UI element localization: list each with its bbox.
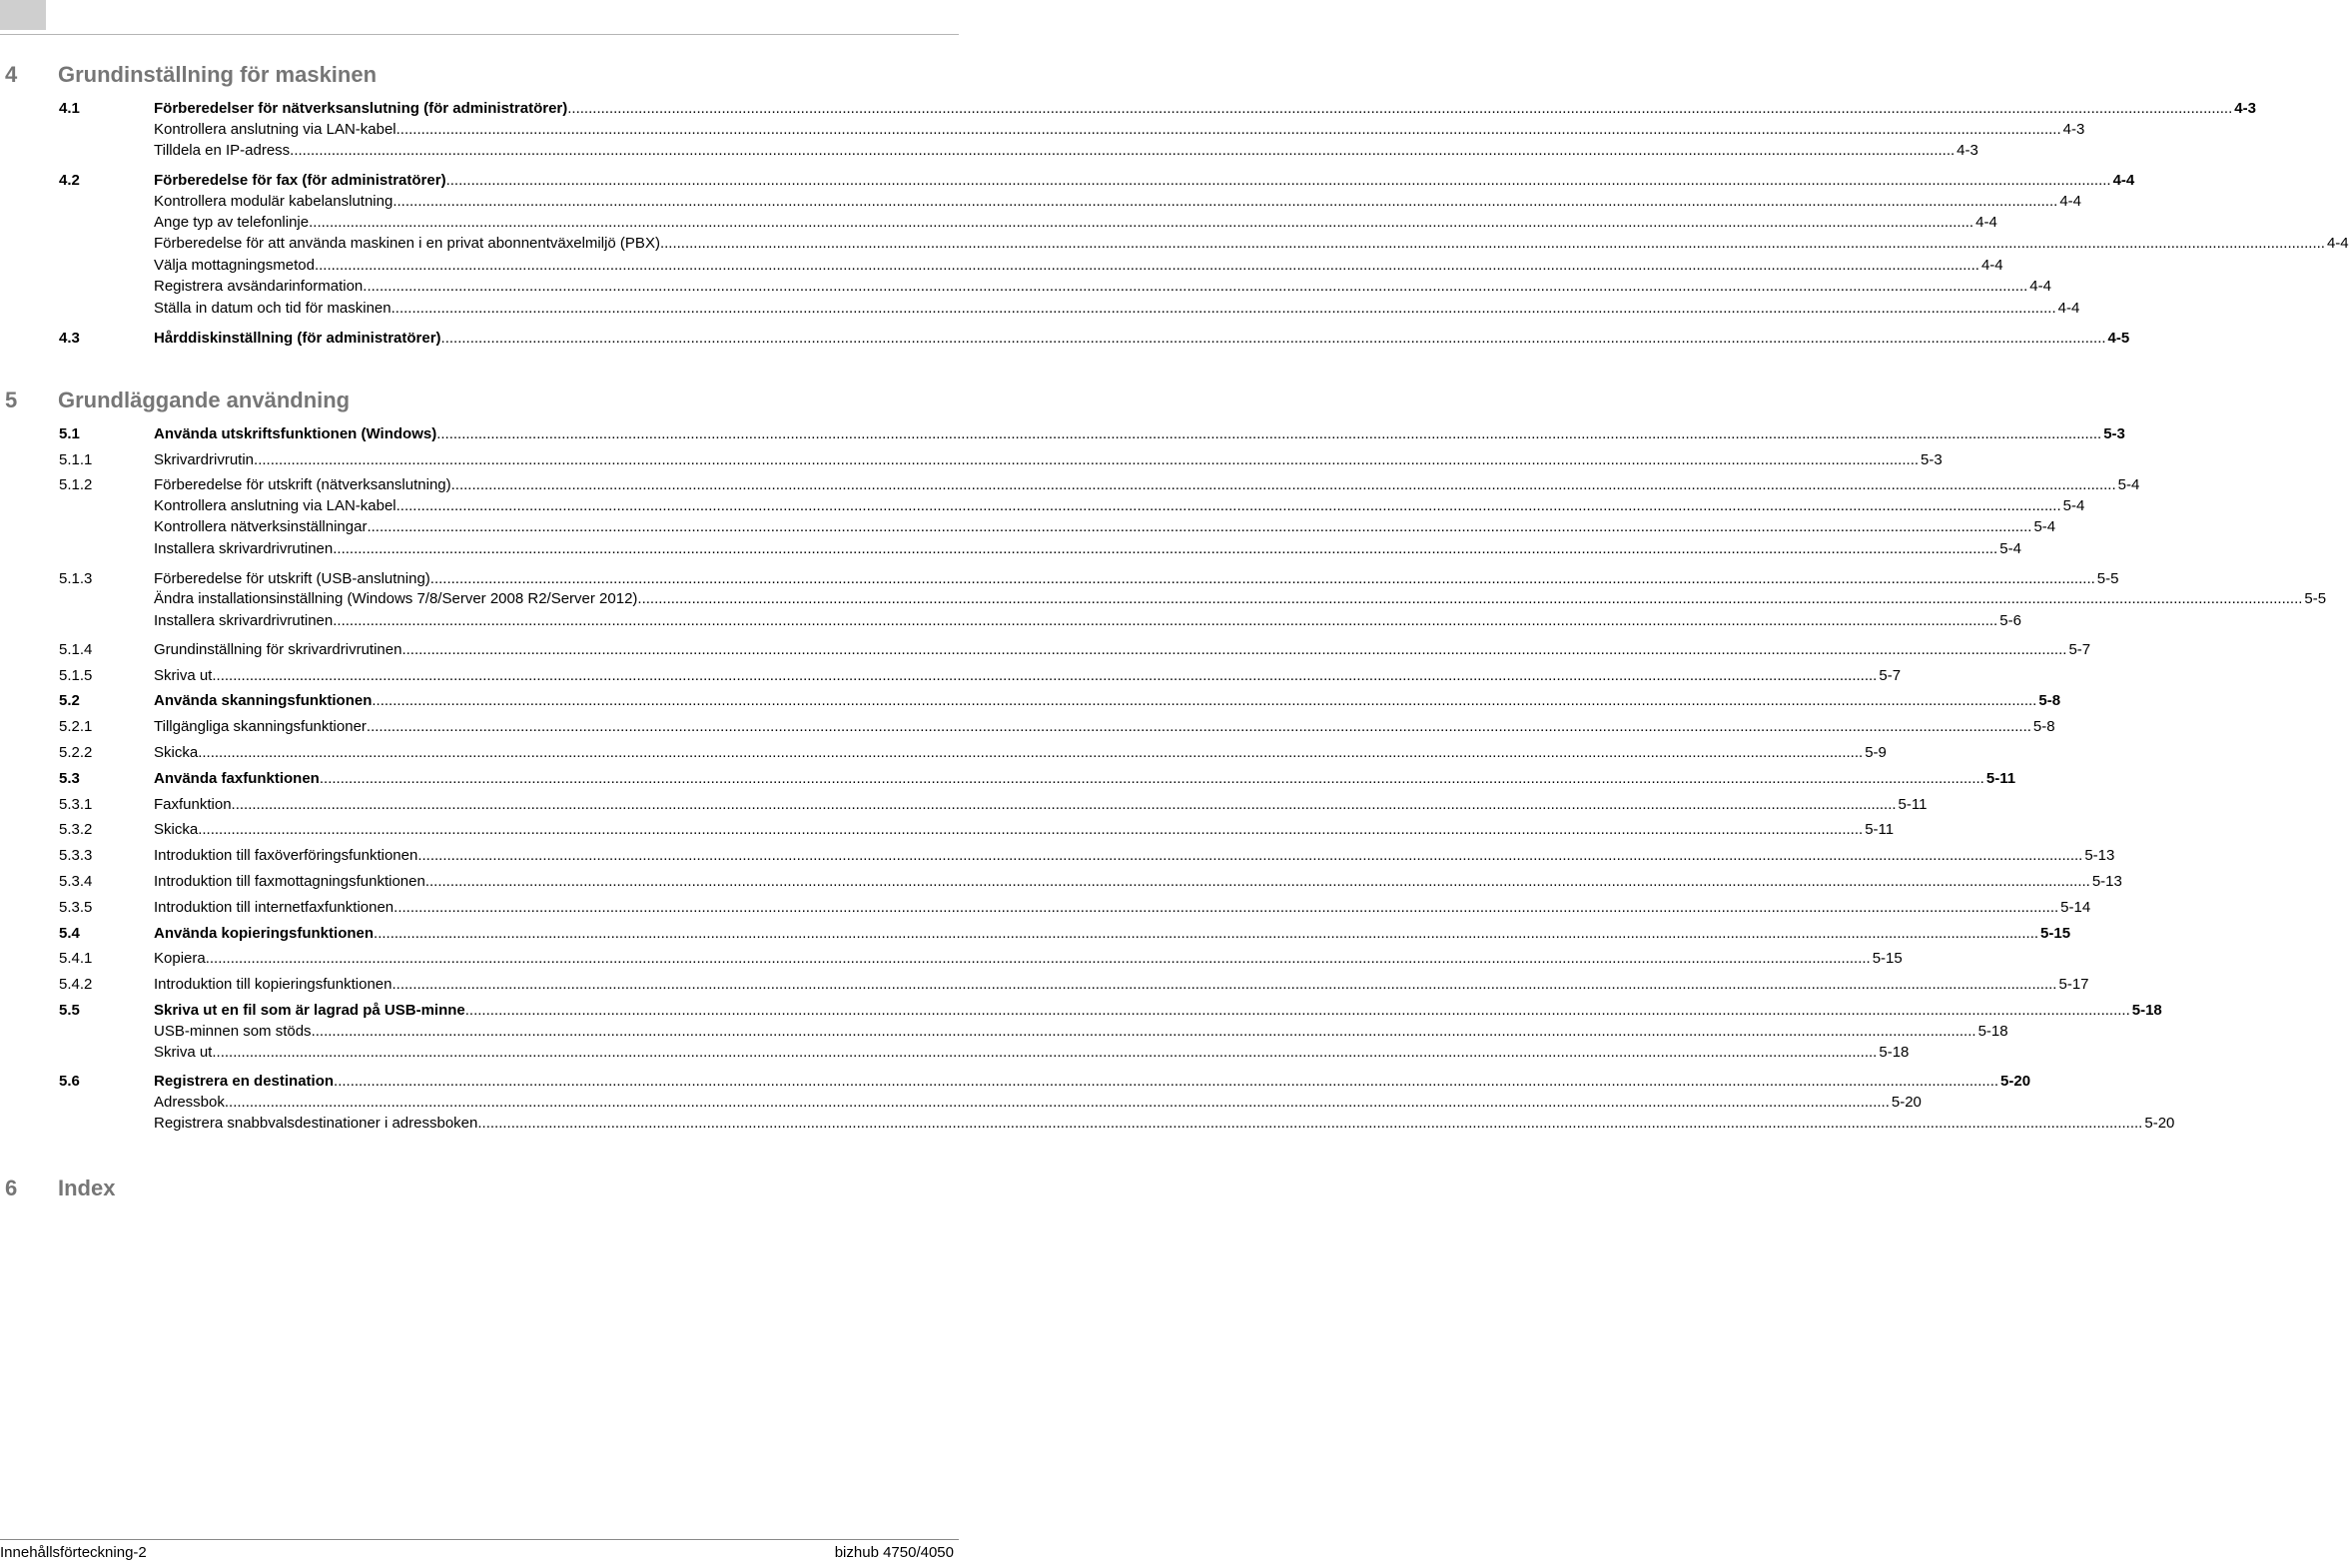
toc-entry[interactable] [59,1072,2031,1092]
toc-entry-body [154,846,2115,866]
toc-entry-number: 5.2.1 [59,718,93,735]
toc-entry-body [154,589,2327,609]
toc-entry-body [154,277,2051,297]
toc-entry-page: 5-14 [2060,899,2091,916]
toc-entry[interactable] [59,1093,1922,1113]
toc-entry[interactable] [59,496,2085,516]
toc-entry-title: Ställa in datum och tid för maskinen [154,300,392,317]
toc-entry-number: 4.1 [59,100,80,117]
toc-entry-body [154,1001,2162,1021]
top-divider [0,34,959,35]
toc-entry-body [154,329,2130,349]
toc-entry[interactable] [59,1114,2175,1134]
chapter-heading [5,388,350,413]
dot-leader: ................................................................................................................................................................................................................................................................................................................................................................................................................ [395,121,2061,138]
dot-leader: ................................................................................................................................................................................................................................................................................................................................................................................................................ [212,667,1878,684]
toc-entry-page: 5-4 [2033,518,2056,535]
dot-leader: ................................................................................................................................................................................................................................................................................................................................................................................................................ [363,278,2028,295]
toc-entry[interactable] [59,329,2130,349]
toc-entry-page: 5-11 [1985,770,2016,787]
toc-entry-title: Registrera snabbvalsdestinationer i adressboken [154,1115,478,1132]
toc-entry[interactable] [59,424,2125,444]
dot-leader: ................................................................................................................................................................................................................................................................................................................................................................................................................ [424,873,2090,890]
dot-leader: ................................................................................................................................................................................................................................................................................................................................................................................................................ [334,1073,1999,1090]
toc-entry-title: Förberedelser för nätverksanslutning (för administratörer) [154,100,568,117]
toc-entry-number: 5.1.2 [59,476,93,493]
toc-entry[interactable] [59,141,1978,161]
toc-entry-title: Använda utskriftsfunktionen (Windows) [154,425,437,442]
toc-entry-title: Registrera en destination [154,1073,335,1090]
toc-entry-title: Använda skanningsfunktionen [154,692,373,709]
dot-leader: ................................................................................................................................................................................................................................................................................................................................................................................................................ [372,692,2037,709]
dot-leader: ................................................................................................................................................................................................................................................................................................................................................................................................................ [429,570,2095,587]
toc-entry-number: 5.3 [59,770,80,787]
toc-entry-body [154,517,2056,537]
dot-leader: ................................................................................................................................................................................................................................................................................................................................................................................................................ [477,1115,2143,1132]
toc-entry-body [154,475,2140,495]
toc-entry-number: 5.3.4 [59,873,93,890]
toc-entry-number: 4.2 [59,172,80,189]
toc-entry-page: 5-11 [1865,821,1895,838]
toc-entry-page: 4-3 [2062,121,2085,138]
toc-entry[interactable] [59,171,2135,191]
toc-entry-number: 5.4.1 [59,950,93,967]
toc-entry-number: 5.2.2 [59,744,93,761]
toc-entry-page: 5-7 [1879,667,1902,684]
dot-leader: ................................................................................................................................................................................................................................................................................................................................................................................................................ [231,796,1897,813]
toc-entry-title: Installera skrivardrivrutinen [154,612,334,629]
toc-entry-title: Introduktion till faxmottagningsfunktionen [154,873,425,890]
toc-entry-page: 5-5 [2096,570,2119,587]
dot-leader: ................................................................................................................................................................................................................................................................................................................................................................................................................ [445,172,2111,189]
chapter-title: Grundinställning för maskinen [58,62,378,87]
toc-entry-page: 5-8 [2032,718,2055,735]
toc-entry-body [154,299,2080,319]
toc-entry[interactable] [59,898,2091,918]
dot-leader: ................................................................................................................................................................................................................................................................................................................................................................................................................ [198,821,1864,838]
toc-entry-title: Hårddiskinställning (för administratörer) [154,330,441,347]
dot-leader: ................................................................................................................................................................................................................................................................................................................................................................................................................ [333,540,1998,557]
toc-entry-title: Förberedelse för utskrift (nätverksanslutning) [154,476,451,493]
toc-entry-title: Ange typ av telefonlinje [154,214,310,231]
toc-entry-body [154,640,2091,660]
toc-entry-page: 5-9 [1865,744,1887,761]
toc-entry[interactable] [59,743,1887,763]
dot-leader: ................................................................................................................................................................................................................................................................................................................................................................................................................ [436,425,2102,442]
toc-entry-page: 5-11 [1898,796,1928,813]
toc-entry-title: Välja mottagningsmetod [154,257,315,274]
toc-entry-title: Tilldela en IP-adress [154,142,291,159]
toc-entry-body [154,898,2091,918]
dot-leader: ................................................................................................................................................................................................................................................................................................................................................................................................................ [333,612,1998,629]
toc-entry-page: 5-20 [1891,1094,1922,1111]
toc-entry-title: Förberedelse för fax (för administratörer) [154,172,446,189]
toc-entry-title: Registrera avsändarinformation [154,278,364,295]
toc-entry-title: Kontrollera anslutning via LAN-kabel [154,497,396,514]
toc-entry-body [154,743,1887,763]
toc-entry-page: 5-18 [2131,1002,2162,1019]
toc-entry[interactable] [59,450,1943,470]
toc-entry-number: 4.3 [59,330,80,347]
toc-entry[interactable] [59,120,2085,140]
dot-leader: ................................................................................................................................................................................................................................................................................................................................................................................................................ [392,976,2057,993]
toc-entry-page: 5-5 [2304,590,2327,607]
toc-entry-title: Skrivardrivrutin [154,451,255,468]
toc-entry-body [154,171,2135,191]
toc-entry-page: 4-4 [2059,193,2081,210]
toc-entry[interactable] [59,975,2089,995]
toc-entry-body [154,141,1978,161]
toc-entry-page: 5-6 [1999,612,2021,629]
toc-entry[interactable] [59,640,2091,660]
toc-entry-number: 5.6 [59,1073,80,1090]
toc-entry-page: 5-4 [1999,540,2021,557]
toc-entry[interactable] [59,611,2021,631]
toc-entry[interactable] [59,1022,2008,1042]
toc-entry-number: 5.1.5 [59,667,93,684]
toc-entry-page: 5-15 [1872,950,1903,967]
toc-entry-body [154,569,2119,589]
toc-entry[interactable] [59,589,2327,609]
toc-entry-title: USB-minnen som stöds [154,1023,312,1040]
toc-entry-title: Introduktion till internetfaxfunktionen [154,899,394,916]
toc-entry-title: Skicka [154,821,199,838]
toc-entry-title: Adressbok [154,1094,225,1111]
page-tab-marker [0,0,46,30]
footer-product-name: bizhub 4750/4050 [834,1544,954,1561]
toc-entry-page: 5-3 [2103,425,2125,442]
toc-entry-page: 5-4 [2062,497,2085,514]
toc-entry-page: 4-4 [1975,214,1997,231]
toc-entry[interactable] [59,299,2080,319]
toc-entry[interactable] [59,192,2081,212]
dot-leader: ................................................................................................................................................................................................................................................................................................................................................................................................................ [374,925,2039,942]
toc-entry[interactable] [59,872,2122,892]
chapter-number: 4 [5,62,18,87]
dot-leader: ................................................................................................................................................................................................................................................................................................................................................................................................................ [212,1044,1878,1061]
toc-entry-body [154,769,2016,789]
dot-leader: ................................................................................................................................................................................................................................................................................................................................................................................................................ [392,193,2058,210]
footer-divider [0,1539,959,1540]
toc-entry-title: Skriva ut [154,1044,213,1061]
toc-entry-page: 4-4 [2112,172,2135,189]
toc-entry-page: 5-20 [2000,1073,2031,1090]
toc-entry-page: 5-15 [2040,925,2071,942]
toc-entry-title: Kontrollera modulär kabelanslutning [154,193,393,210]
toc-entry-body [154,450,1943,470]
toc-entry-body [154,1114,2175,1134]
dot-leader: ................................................................................................................................................................................................................................................................................................................................................................................................................ [314,257,1979,274]
toc-entry-page: 5-3 [1921,451,1943,468]
dot-leader: ................................................................................................................................................................................................................................................................................................................................................................................................................ [309,214,1974,231]
toc-entry-number: 5.4 [59,925,80,942]
toc-entry-body [154,611,2021,631]
toc-entry[interactable] [59,717,2055,737]
toc-entry-body [154,691,2061,711]
toc-entry-body [154,99,2256,119]
toc-entry-title: Skriva ut [154,667,213,684]
toc-entry-title: Tillgängliga skanningsfunktioner [154,718,367,735]
toc-entry-title: Kontrollera nätverksinställningar [154,518,368,535]
footer-section-label: Innehållsförteckning-2 [0,1544,147,1561]
toc-entry-title: Introduktion till faxöverföringsfunktionen [154,847,418,864]
dot-leader: ................................................................................................................................................................................................................................................................................................................................................................................................................ [366,718,2031,735]
toc-entry-body [154,192,2081,212]
toc-entry[interactable] [59,234,2349,254]
toc-entry-number: 5.4.2 [59,976,93,993]
dot-leader: ................................................................................................................................................................................................................................................................................................................................................................................................................ [637,590,2303,607]
toc-entry[interactable] [59,691,2061,711]
dot-leader: ................................................................................................................................................................................................................................................................................................................................................................................................................ [198,744,1864,761]
toc-entry-title: Använda faxfunktionen [154,770,320,787]
dot-leader: ................................................................................................................................................................................................................................................................................................................................................................................................................ [254,451,1920,468]
toc-entry-number: 5.1.1 [59,451,93,468]
toc-entry-page: 5-8 [2038,692,2061,709]
toc-entry-title: Skriva ut en fil som är lagrad på USB-minne [154,1002,465,1019]
toc-entry-page: 5-13 [2084,847,2115,864]
dot-leader: ................................................................................................................................................................................................................................................................................................................................................................................................................ [391,300,2056,317]
toc-entry-page: 5-4 [2117,476,2140,493]
dot-leader: ................................................................................................................................................................................................................................................................................................................................................................................................................ [290,142,1956,159]
toc-entry-title: Kopiera [154,950,206,967]
chapter-number: 6 [5,1176,18,1200]
toc-entry-number: 5.5 [59,1002,80,1019]
toc-entry[interactable] [59,475,2140,495]
toc-entry-page: 4-4 [2029,278,2051,295]
toc-entry-body [154,1093,1922,1113]
toc-entry[interactable] [59,539,2021,559]
toc-entry-page: 5-18 [1977,1023,2008,1040]
toc-entry-number: 5.1 [59,425,80,442]
toc-entry[interactable] [59,795,1928,815]
toc-entry-number: 5.3.3 [59,847,93,864]
toc-entry-body [154,539,2021,559]
toc-entry-body [154,1043,1910,1063]
toc-entry[interactable] [59,769,2016,789]
dot-leader: ................................................................................................................................................................................................................................................................................................................................................................................................................ [417,847,2083,864]
toc-entry-title: Ändra installationsinställning (Windows 7/8/Server 2008 R2/Server 2012) [154,590,638,607]
toc-entry-body [154,213,1997,233]
chapter-heading [5,1176,115,1201]
toc-entry-number: 5.2 [59,692,80,709]
dot-leader: ................................................................................................................................................................................................................................................................................................................................................................................................................ [224,1094,1890,1111]
toc-entry-number: 5.3.5 [59,899,93,916]
toc-entry[interactable] [59,1043,1910,1063]
toc-entry-title: Skicka [154,744,199,761]
toc-entry-body [154,820,1895,840]
toc-entry-number: 5.1.3 [59,570,93,587]
toc-entry[interactable] [59,99,2256,119]
toc-entry[interactable] [59,517,2056,537]
toc-entry-body [154,924,2071,944]
dot-leader: ................................................................................................................................................................................................................................................................................................................................................................................................................ [367,518,2032,535]
toc-entry-body [154,1022,2008,1042]
dot-leader: ................................................................................................................................................................................................................................................................................................................................................................................................................ [440,330,2106,347]
dot-leader: ................................................................................................................................................................................................................................................................................................................................................................................................................ [659,235,2325,252]
toc-entry[interactable] [59,569,2119,589]
toc-entry[interactable] [59,924,2071,944]
toc-entry-page: 4-5 [2107,330,2130,347]
toc-entry-page: 5-18 [1879,1044,1910,1061]
toc-entry-body [154,975,2089,995]
toc-entry-number: 5.3.1 [59,796,93,813]
toc-entry-body [154,496,2085,516]
dot-leader: ................................................................................................................................................................................................................................................................................................................................................................................................................ [205,950,1871,967]
toc-entry-page: 5-7 [2068,641,2091,658]
toc-entry-page: 5-13 [2091,873,2122,890]
chapter-title: Index [58,1176,116,1200]
chapter-heading [5,62,377,88]
toc-entry-body [154,949,1903,969]
dot-leader: ................................................................................................................................................................................................................................................................................................................................................................................................................ [567,100,2233,117]
toc-entry-number: 5.3.2 [59,821,93,838]
dot-leader: ................................................................................................................................................................................................................................................................................................................................................................................................................ [393,899,2059,916]
toc-entry-number: 5.1.4 [59,641,93,658]
toc-entry-title: Installera skrivardrivrutinen [154,540,334,557]
toc-entry-body [154,424,2125,444]
toc-entry-body [154,666,1902,686]
toc-entry[interactable] [59,666,1902,686]
toc-entry-body [154,120,2085,140]
toc-entry[interactable] [59,820,1895,840]
toc-entry[interactable] [59,277,2051,297]
dot-leader: ................................................................................................................................................................................................................................................................................................................................................................................................................ [395,497,2061,514]
toc-entry-title: Introduktion till kopieringsfunktionen [154,976,392,993]
toc-entry-title: Förberedelse för att använda maskinen i en privat abonnentväxelmiljö (PBX) [154,235,660,252]
toc-entry[interactable] [59,1001,2162,1021]
chapter-number: 5 [5,388,18,412]
toc-entry-title: Grundinställning för skrivardrivrutinen [154,641,402,658]
toc-entry-page: 5-17 [2058,976,2089,993]
toc-entry[interactable] [59,949,1903,969]
toc-entry-body [154,795,1928,815]
toc-entry-page: 4-3 [2234,100,2256,117]
toc-entry-page: 4-4 [2057,300,2080,317]
toc-entry-page: 4-4 [2326,235,2349,252]
dot-leader: ................................................................................................................................................................................................................................................................................................................................................................................................................ [311,1023,1976,1040]
toc-entry-body [154,1072,2031,1092]
toc-entry-page: 4-3 [1957,142,1978,159]
toc-entry-page: 5-20 [2144,1115,2175,1132]
toc-entry-title: Förberedelse för utskrift (USB-anslutning) [154,570,430,587]
chapter-title: Grundläggande användning [58,388,351,412]
toc-entry-body [154,872,2122,892]
dot-leader: ................................................................................................................................................................................................................................................................................................................................................................................................................ [401,641,2067,658]
toc-entry[interactable] [59,846,2115,866]
toc-entry-title: Kontrollera anslutning via LAN-kabel [154,121,396,138]
dot-leader: ................................................................................................................................................................................................................................................................................................................................................................................................................ [464,1002,2130,1019]
toc-entry-body [154,234,2349,254]
dot-leader: ................................................................................................................................................................................................................................................................................................................................................................................................................ [319,770,1984,787]
toc-entry-page: 4-4 [1980,257,2003,274]
toc-entry[interactable] [59,213,1997,233]
toc-entry-body [154,256,2003,276]
toc-entry-title: Faxfunktion [154,796,232,813]
toc-entry-body [154,717,2055,737]
toc-entry-title: Använda kopieringsfunktionen [154,925,375,942]
dot-leader: ................................................................................................................................................................................................................................................................................................................................................................................................................ [450,476,2116,493]
toc-entry[interactable] [59,256,2003,276]
